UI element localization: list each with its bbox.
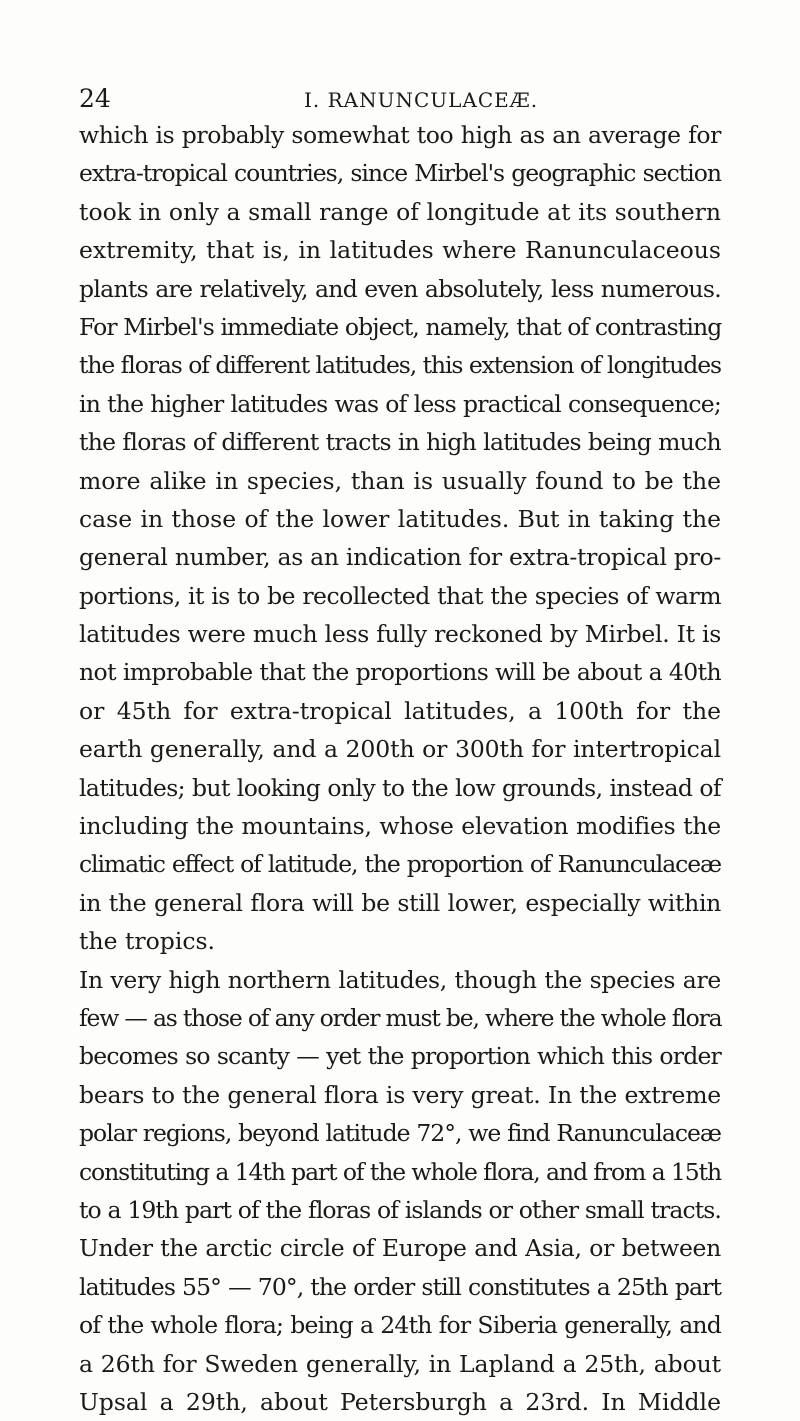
text-line: bears to the general flora is very great. In the extreme	[79, 1080, 721, 1109]
text-line: polar regions, beyond latitude 72°, we find Ranunculaceæ	[79, 1119, 721, 1148]
text-line: more alike in species, than is usually found to be the	[79, 466, 721, 495]
text-line: a 26th for Sweden generally, in Lapland a 25th, about	[79, 1349, 721, 1378]
text-line: earth generally, and a 200th or 300th for intertropical	[79, 735, 721, 764]
text-line: extremity, that is, in latitudes where Ranunculaceous	[79, 236, 721, 265]
text-line: latitudes 55° — 70°, the order still constitutes a 25th part	[79, 1272, 721, 1301]
text-line: few — as those of any order must be, where the whole flora	[79, 1003, 722, 1032]
paragraph-start-line: In very high northern latitudes, though the species are	[79, 965, 721, 994]
running-head: I. RANUNCULACEÆ.	[304, 88, 539, 112]
text-line: the floras of different latitudes, this extension of longitudes	[79, 351, 721, 380]
text-line: took in only a small range of longitude at its southern	[79, 197, 721, 226]
text-line: portions, it is to be recollected that the species of warm	[79, 581, 721, 610]
text-line: or 45th for extra-tropical latitudes, a 100th for the	[79, 696, 721, 725]
body-text	[79, 116, 721, 1421]
text-line: latitudes were much less fully reckoned by Mirbel. It is	[79, 620, 721, 649]
text-line: case in those of the lower latitudes. But in taking the	[79, 504, 721, 533]
text-line: which is probably somewhat too high as an average for	[79, 121, 721, 149]
text-line: plants are relatively, and even absolutely, less numerous.	[79, 274, 721, 303]
text-line: Upsal a 29th, about Petersburgh a 23rd. In Middle	[79, 1387, 721, 1416]
text-line: becomes so scanty — yet the proportion which this order	[79, 1042, 721, 1071]
text-line: latitudes; but looking only to the low grounds, instead of	[79, 773, 721, 802]
text-line: of the whole flora; being a 24th for Siberia generally, and	[79, 1311, 721, 1340]
text-line: Under the arctic circle of Europe and Asia, or between	[79, 1234, 721, 1263]
text-line: the floras of different tracts in high latitudes being much	[79, 428, 721, 457]
page-header	[79, 84, 721, 118]
text-line: to a 19th part of the floras of islands or other small tracts.	[79, 1195, 721, 1224]
text-line: including the mountains, whose elevation modifies the	[79, 812, 721, 841]
paragraph-end-line: the tropics.	[79, 927, 216, 956]
text-line: not improbable that the proportions will be about a 40th	[79, 658, 721, 687]
page-number: 24	[79, 84, 111, 113]
text-line: For Mirbel's immediate object, namely, that of contrasting	[79, 312, 722, 341]
text-line: extra-tropical countries, since Mirbel's geographic section	[79, 159, 721, 188]
text-line: constituting a 14th part of the whole flora, and from a 15th	[79, 1157, 721, 1186]
text-line: in the general flora will be still lower, especially within	[79, 888, 721, 917]
text-line: climatic effect of latitude, the proportion of Ranunculaceæ	[79, 850, 721, 879]
text-line: in the higher latitudes was of less practical consequence;	[79, 389, 721, 418]
text-line: general number, as an indication for extra-tropical pro-	[79, 543, 722, 572]
